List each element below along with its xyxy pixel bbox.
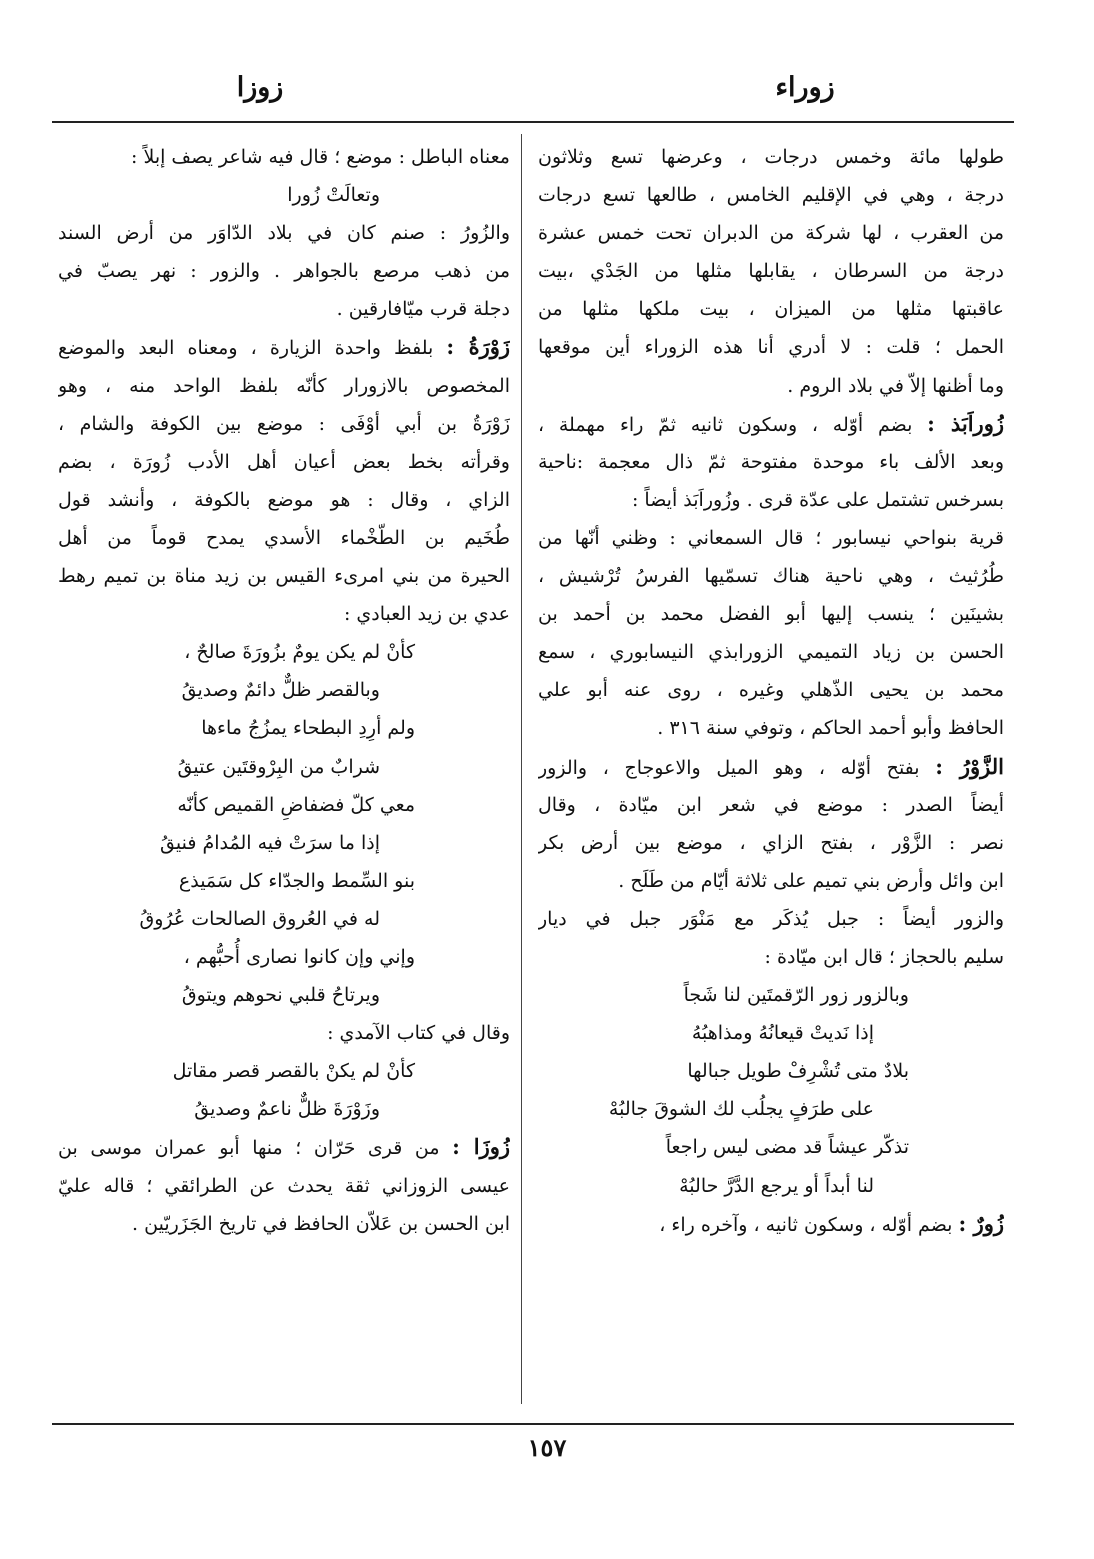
text-line: بسرخس تشتمل على عدّة قرى . وزُوراَبَذ أيضاً :: [631, 488, 1004, 511]
text-line: دجلة قرب ميّافارقين .: [336, 298, 510, 321]
text-line: ابن وائل وأرض بني تميم على ثلاثة أيّام من طَلَح .: [618, 869, 1004, 892]
text-line: من ذهب مرصع بالجواهر . والزور : نهر يصبّ في: [58, 260, 510, 283]
text-line: شرابٌ من البِرْوقتَين عتيقُ: [177, 755, 380, 778]
column-divider: [521, 134, 522, 1404]
text-line: بشينَين ؛ ينسب إليها أبو الفضل محمد بن أحمد بن: [538, 603, 1004, 626]
text-line: بنو السِّمط والجدّاء كل سَمَيذع: [178, 869, 415, 892]
text-line: كأنْ لم يكن يومٌ بزُورَةَ صالحٌ ،: [184, 641, 415, 664]
text-line: الحسن بن زياد التميمي الزورابذي النيسابوري ، سمع: [538, 641, 1004, 664]
text-line: ويرتاحُ قلبي نحوهم ويتوقُ: [181, 984, 380, 1007]
footer-rule: [52, 1423, 1014, 1425]
text-line: الحافظ وأبو أحمد الحاكم ، وتوفي سنة ٣١٦ .: [657, 717, 1004, 740]
text-line: الزَّوْرُ : بفتح أوّله ، وهو الميل والاعوجاج ، والزور: [538, 753, 1004, 779]
text-line: زُوراَبَذ : بضم أوّله ، وسكون ثانيه ثمّ راء مهملة ،: [538, 410, 1004, 436]
running-header-left: زوزا: [236, 72, 284, 103]
entry-headword: زُورٌ :: [958, 1210, 1004, 1236]
text-line: ابن الحسن بن عَلاّن الحافظ في تاريخ الجَزَريّين .: [132, 1212, 510, 1235]
text-line: له في العُروق الصالحات عُرُوقُ: [139, 907, 380, 930]
text-line: وبعد الألف باء موحدة مفتوحة ثمّ ذال معجمة :ناحية: [538, 450, 1004, 473]
text-line: إذا نَديتْ قيعانُهُ ومذاهبُهُ: [691, 1022, 874, 1045]
text-line: الزاي ، وقال : هو موضع بالكوفة ، وأنشد قول: [58, 488, 510, 511]
running-header-right: زوراء: [775, 72, 835, 103]
header-rule: [52, 121, 1014, 123]
text-line: كأنْ لم يكنْ بالقصر قصر مقاتل: [172, 1060, 415, 1083]
text-line: الحمل ؛ قلت : لا أدري أنا هذه الزوراء أين موقعها: [538, 336, 1004, 359]
text-line: قرية بنواحي نيسابور ؛ قال السمعاني : وظني أنّها من: [538, 526, 1004, 549]
text-line: وقال في كتاب الآمدي :: [327, 1022, 510, 1045]
entry-headword: زَوْرَةُ :: [446, 334, 510, 360]
text-line: والزُورُ : صنم كان في بلاد الدّاوَر من أرض السند: [58, 222, 510, 245]
text-line: عدي بن زيد العبادي :: [343, 603, 510, 626]
text-line: سليم بالحجاز ؛ قال ابن ميّادة :: [764, 945, 1004, 968]
text-line: درجة ، وهي في الإقليم الخامس ، طالعها تسع درجات: [538, 184, 1004, 207]
text-line: من العقرب ، لها شركة من الدبران تحت خمس عشرة: [538, 222, 1004, 245]
text-line: عاقبتها مثلها من الميزان ، بيت ملكها مثلها من: [538, 298, 1004, 321]
text-line: المخصوص بالازورار كأنّه بلفظ الواحد منه ، وهو: [58, 374, 510, 397]
text-line: وإني وإن كانوا نصارى أُحبُّهم ،: [183, 945, 415, 968]
text-line: تذكّر عيشاً قد مضى ليس راجعاً: [665, 1136, 909, 1159]
text-line: طُخَيم بن الطّخْماء الأسدي يمدح قوماً من أهل: [58, 526, 510, 549]
left-column: [58, 138, 510, 1243]
text-line: زُورٌ : بضم أوّله ، وسكون ثانيه ، وآخره راء ،: [659, 1210, 1004, 1236]
text-line: معي كلّ فضفاضِ القميص كأنّه: [177, 793, 415, 816]
text-line: ولم أرِدِ البطحاء يمزُجُ ماءها: [201, 717, 415, 740]
text-line: زَوْرَةُ بن أبي أوْفَى : موضع بين الكوفة والشام ،: [58, 412, 510, 435]
text-line: إذا ما سرَتْ فيه المُدامُ فنيقُ: [160, 831, 380, 854]
text-line: بلادٌ متى تُشْرِفْ طويل جبالها: [687, 1060, 909, 1083]
text-line: وبالزور زور الرّقمتَين لنا شَجاً: [683, 984, 909, 1007]
text-line: طولها مائة وخمس درجات ، وعرضها تسع وثلاثون: [538, 146, 1004, 168]
text-line: وتعالَتْ زُورا: [287, 184, 380, 207]
entry-headword: زُوراَبَذ :: [927, 410, 1004, 436]
text-line: الحيرة من بني امرىء القيس بن زيد مناة بن تميم رهط: [58, 565, 510, 588]
right-column: [538, 138, 1004, 1243]
text-line: أيضاً الصدر : موضع في شعر ابن ميّادة ، وقال: [538, 793, 1004, 816]
text-line: وبالقصر ظلٌّ دائمٌ وصديقُ: [181, 679, 380, 702]
text-line: عيسى الزوزاني ثقة يحدث عن الطرائقي ؛ قاله عليّ: [58, 1174, 510, 1197]
page-number: ١٥٧: [527, 1433, 567, 1462]
text-line: معناه الباطل : موضع ؛ قال فيه شاعر يصف إبلاً :: [131, 146, 510, 168]
text-line: زُوزَا : من قرى حَرّان ؛ منها أبو عمران موسى بن: [58, 1134, 510, 1160]
text-line: على طرَفٍ يجلُب لك الشوقَ جالبُهْ: [608, 1098, 874, 1121]
text-line: وقرأته بخط بعض أعيان أهل الأدب زُورَة ، بضم: [58, 450, 510, 473]
entry-headword: الزَّوْرُ :: [935, 753, 1004, 779]
text-line: محمد بن يحيى الذّهلي وغيره ، روى عنه أبو علي: [538, 679, 1004, 702]
text-line: وزَوْرَةَ ظلٌّ ناعمٌ وصديقُ: [194, 1098, 380, 1121]
text-line: لنا أبداً أو يرجع الدَّرَّ حالبُهْ: [679, 1174, 874, 1197]
text-line: طُرُثيث ، وهي ناحية هناك تسمّيها الفرسُ تُرْشيش ،: [538, 565, 1004, 588]
text-line: درجة من السرطان ، يقابلها مثلها من الجَدْي ،بيت: [538, 260, 1004, 283]
text-line: والزور أيضاً : جبل يُذكَر مع مَنْوَر جبل في ديار: [538, 907, 1004, 930]
entry-headword: زُوزَا :: [452, 1134, 510, 1160]
text-line: نصر : الزَّوْر ، بفتح الزاي ، موضع بين أرض بكر: [538, 831, 1004, 854]
text-line: زَوْرَةُ : بلفظ واحدة الزيارة ، ومعناه البعد والموضع: [58, 334, 510, 360]
text-line: وما أظنها إلاّ في بلاد الروم .: [787, 374, 1004, 397]
